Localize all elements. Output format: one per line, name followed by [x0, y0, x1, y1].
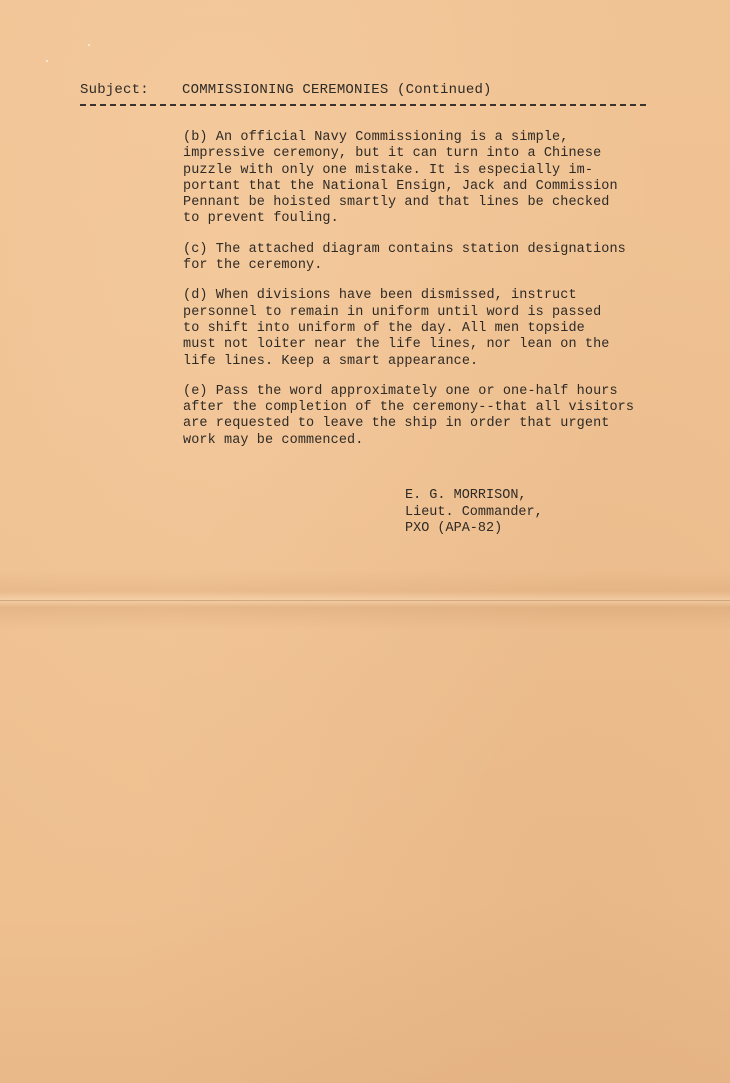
text-line: personnel to remain in uniform until word is passed: [183, 304, 602, 320]
text-line: for the ceremony.: [183, 258, 323, 274]
paper-fold-line: [0, 600, 730, 601]
text-line: impressive ceremony, but it can turn into a Chinese: [183, 146, 602, 162]
text-line: after the completion of the ceremony--that all visitors: [183, 400, 635, 416]
paper-speck: [88, 44, 90, 46]
signature-title: PXO (APA-82): [405, 521, 503, 536]
text-line: to prevent fouling.: [183, 211, 339, 227]
text-line: (b) An official Navy Commissioning is a simple,: [183, 130, 569, 145]
paragraph-d: [183, 288, 628, 369]
subject-label: Subject:: [80, 82, 149, 98]
text-line: must not loiter near the life lines, nor lean on the: [183, 337, 610, 353]
text-line: are requested to leave the ship in order that urgent: [183, 416, 610, 432]
body-text: [183, 130, 635, 463]
text-line: portant that the National Ensign, Jack and Commission: [183, 178, 618, 194]
subject-line: [80, 82, 492, 98]
signature-block: [405, 488, 543, 538]
text-line: (e) Pass the word approximately one or one-half hours: [183, 383, 618, 399]
subject-value: COMMISSIONING CEREMONIES (Continued): [182, 82, 492, 98]
text-line: (d) When divisions have been dismissed, instruct: [183, 288, 577, 304]
signature-name: E. G. MORRISON,: [405, 488, 527, 503]
paper-speck: [46, 60, 48, 62]
paper-bottom-shade: [0, 900, 730, 1083]
paragraph-c: [183, 242, 628, 275]
signature-rank: Lieut. Commander,: [405, 504, 543, 520]
text-line: (c) The attached diagram contains station designations: [183, 241, 626, 257]
dashed-divider: [80, 104, 646, 106]
text-line: to shift into uniform of the day. All men topside: [183, 320, 585, 336]
text-line: life lines. Keep a smart appearance.: [183, 353, 479, 369]
text-line: work may be commenced.: [183, 432, 364, 448]
paragraph-b: [183, 130, 628, 228]
text-line: Pennant be hoisted smartly and that lines be checked: [183, 195, 610, 211]
paragraph-e: [183, 383, 635, 449]
text-line: puzzle with only one mistake. It is especially im-: [183, 162, 594, 178]
